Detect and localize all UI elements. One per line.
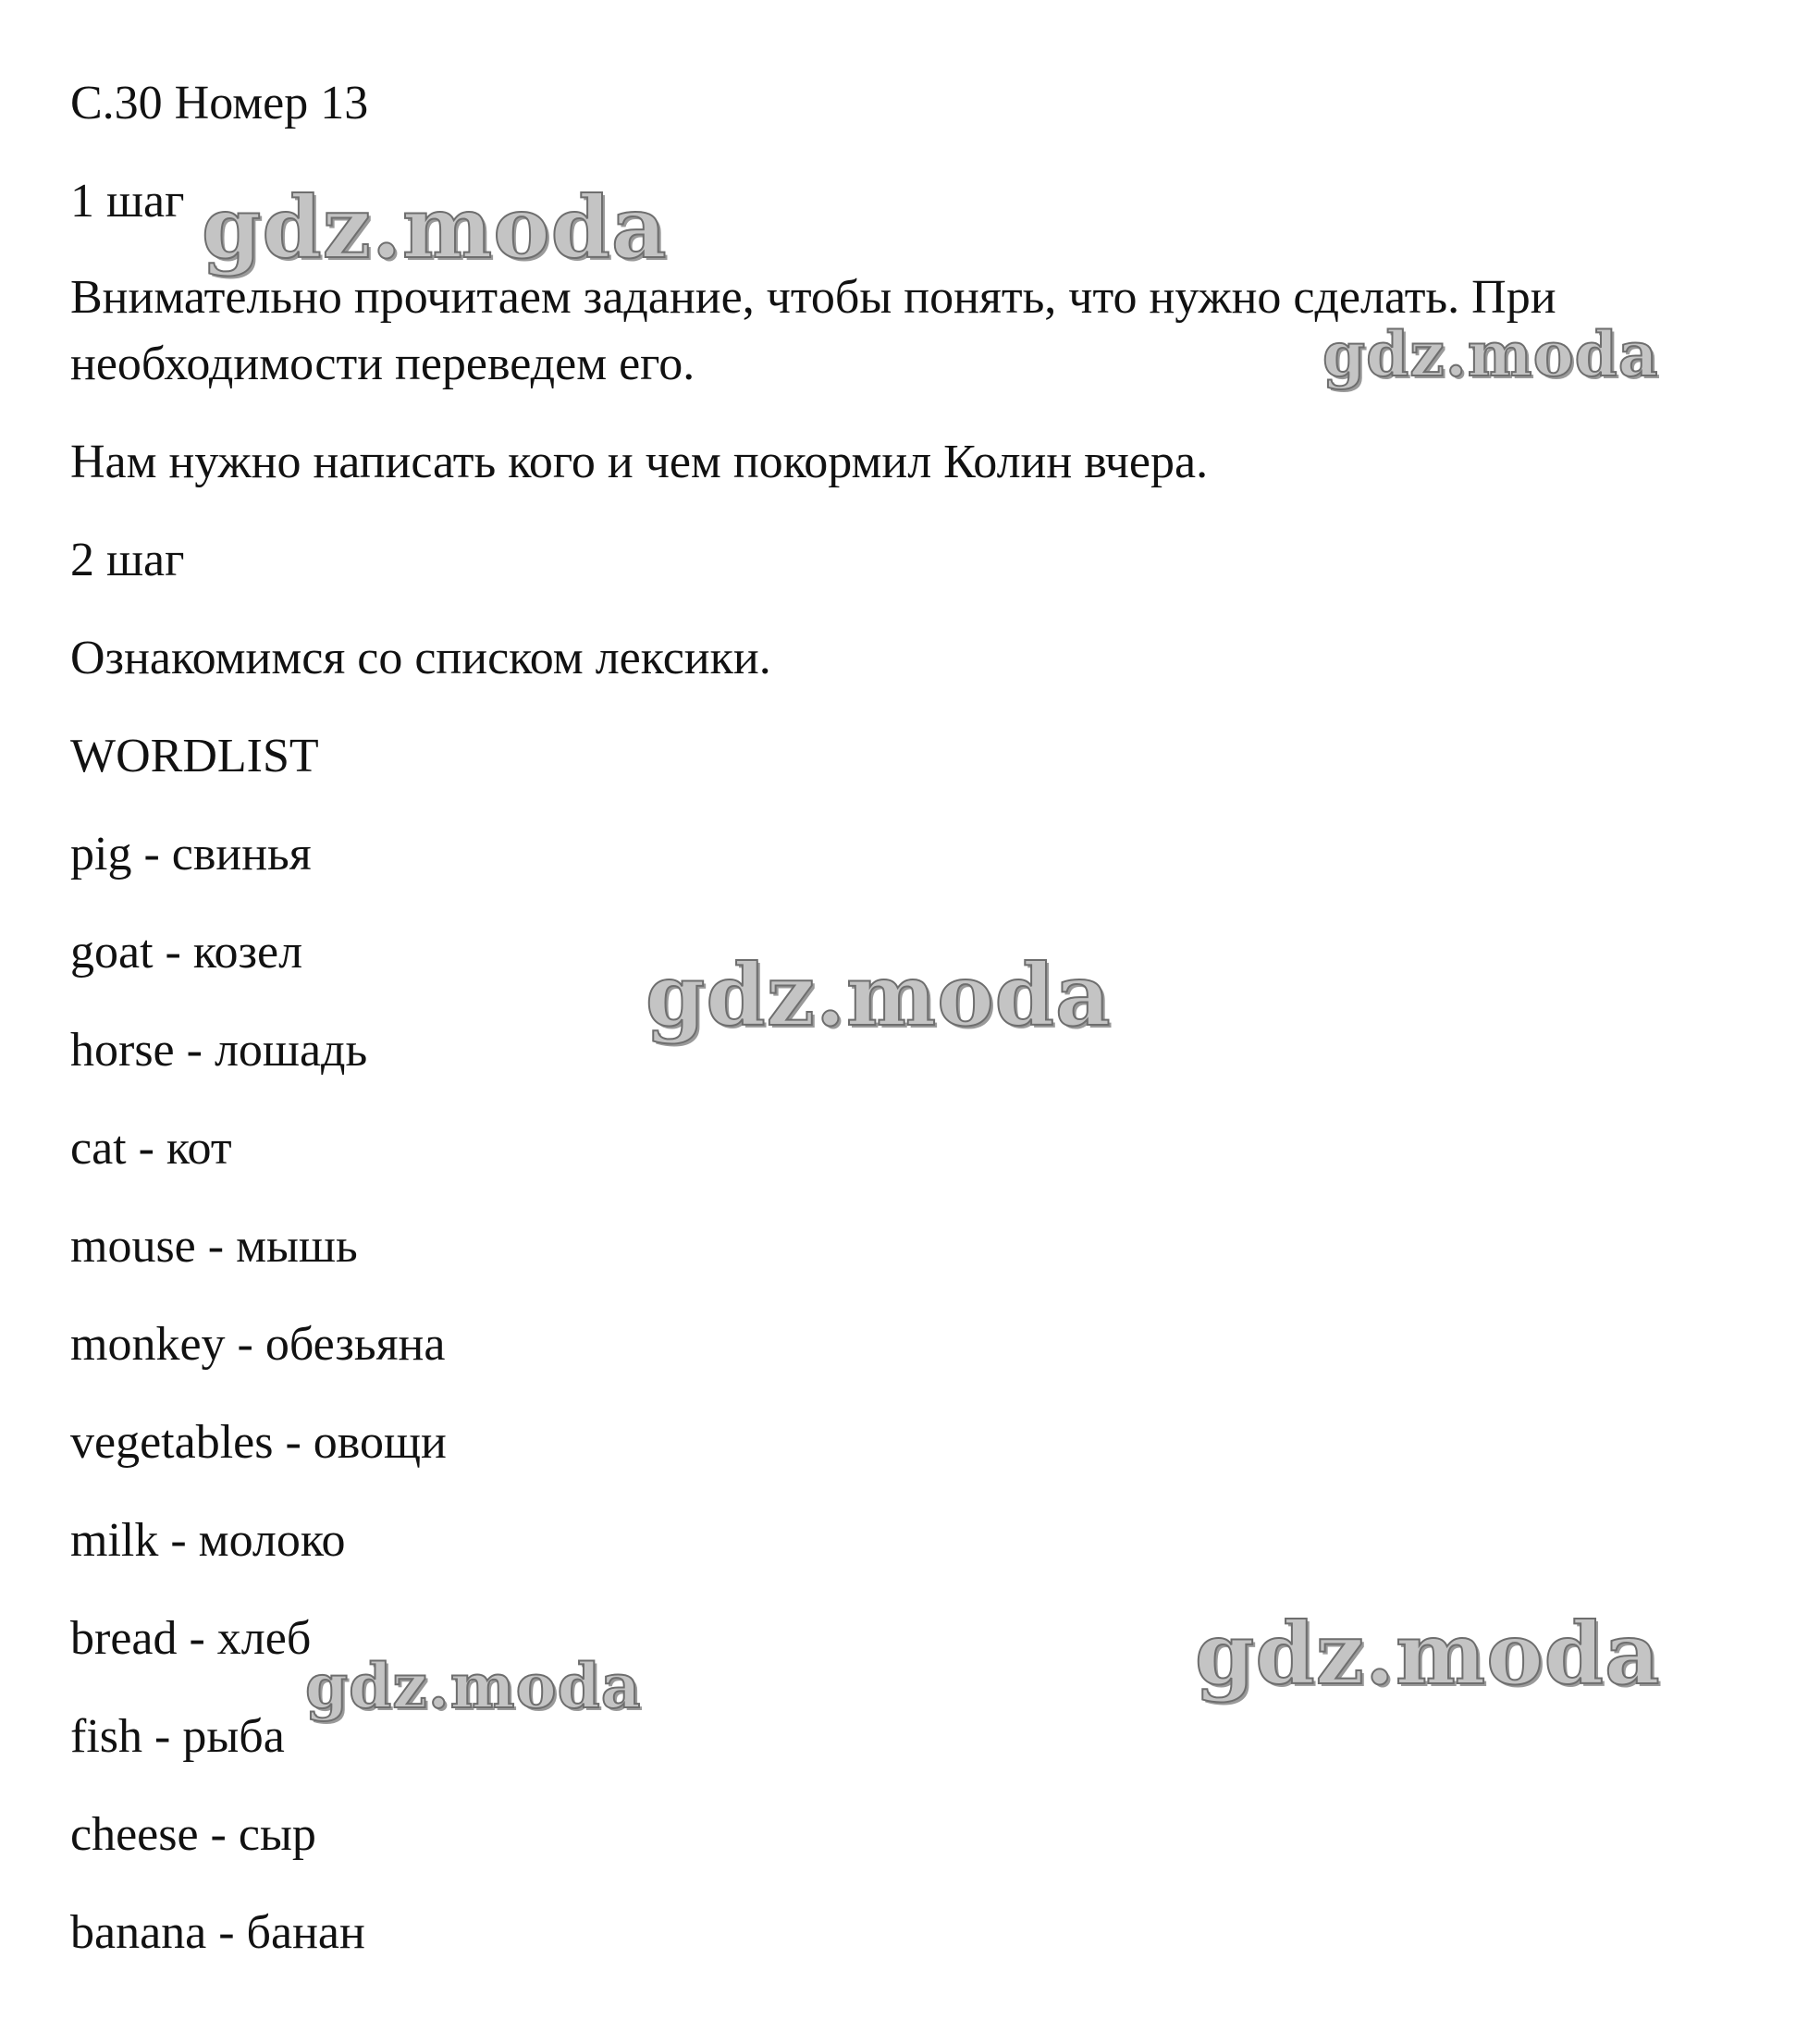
step-2-label: 2 шаг [70,534,185,586]
watermark-logo: gdz.moda [202,178,668,277]
watermark-logo: gdz.moda [1195,1604,1661,1704]
page-header: С.30 Номер 13 [70,77,369,129]
step-2-text: Ознакомимся со списком лексики. [70,632,771,684]
step-1-label: 1 шаг [70,175,185,228]
wordlist-item: pig - свинья [70,828,312,880]
wordlist-item: cheese - сыр [70,1808,316,1861]
wordlist-item: banana - банан [70,1906,365,1959]
wordlist-title: WORDLIST [70,730,319,782]
watermark-logo: gdz.moda [305,1650,642,1722]
task-description: Нам нужно написать кого и чем покормил Колин вчера. [70,436,1209,488]
wordlist-item: goat - козел [70,926,303,979]
wordlist-item: monkey - обезьяна [70,1318,446,1371]
wordlist-item: fish - рыба [70,1710,285,1763]
watermark-logo: gdz.moda [646,945,1112,1045]
step-1-text-line-2: необходимости переведем его. [70,338,695,390]
wordlist-item: vegetables - овощи [70,1416,447,1469]
wordlist-item: horse - лошадь [70,1024,368,1077]
watermark-logo: gdz.moda [1322,318,1659,390]
wordlist-item: milk - молоко [70,1514,346,1567]
wordlist-item: mouse - мышь [70,1220,358,1273]
wordlist-item: cat - кот [70,1122,232,1175]
step-1-text-line-1: Внимательно прочитаем задание, чтобы понять, что нужно сделать. При [70,271,1556,324]
wordlist-item: bread - хлеб [70,1612,312,1665]
